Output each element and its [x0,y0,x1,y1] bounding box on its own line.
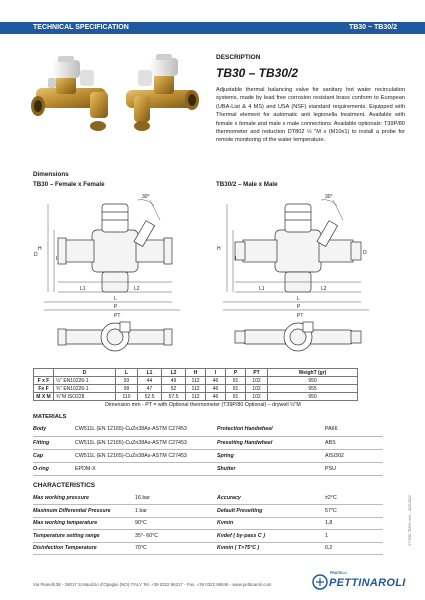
logo-brand-text: PETTINAROLI [329,577,406,589]
material-label: Presetting Handwheel [215,436,325,449]
material-label: O-ring [33,462,75,475]
characteristic-label: Disinfection Temperature [33,542,135,555]
characteristic-label: Accuracy [215,492,325,505]
dim-H: H [217,246,221,252]
table-cell: 46 [206,385,226,393]
dim-P: P [114,304,118,310]
table-row [34,385,358,393]
characteristic-value: 35°- 60°C [135,530,215,543]
product-title: TB30 – TB30/2 [216,66,299,80]
material-label: Spring [215,449,325,462]
table-cell: 91 [226,377,246,385]
table-cell: 52 [162,385,186,393]
technical-drawing-ff [30,190,210,362]
table-row [33,492,383,505]
header-cell: P [226,369,246,377]
characteristic-label: Kvmin ( T>75°C ) [215,542,325,555]
characteristic-value: 1 [325,530,383,543]
characteristics-heading: CHARACTERISTICS [33,482,96,489]
header-cell: H [186,369,206,377]
table-cell: ¾"M ISO228 [54,393,116,401]
table-row [33,517,383,530]
material-label: Body [33,423,75,436]
table-cell: 93 [116,377,138,385]
dimensions-subtitle-ff: TB30 – Female x Female [33,181,105,188]
material-value: EPDM-X [75,462,215,475]
characteristic-value: 1,8 [325,517,383,530]
material-label: Cap [33,449,75,462]
description-text: Adjustable thermal balancing valve for sanitary hot water recirculation systems, made by lead free corrosion resistant brass conform to European (UBA-List & 4 MS) and USA (NSF) standard requirements. Equipped with Thermal element for automatic anti legionella treatment. Available with female x female and male x male connections. Available optionals: T39P/80 thermometer and reduction DT802 ½ "M x (M10x1) to install a probe for remote monitoring of the water temperature. [216,87,405,144]
materials-heading: MATERIALS [33,414,67,420]
document-code: ST.TB30-TB30/2 rev.0 – 01/01/2022 [408,495,412,546]
dim-D: D [34,252,38,258]
technical-drawing-mm [213,190,393,362]
characteristic-value: 1 bar [135,505,215,518]
dim-P: P [297,304,301,310]
characteristic-value: ±2°C [325,492,383,505]
characteristic-value: 70°C [135,542,215,555]
dim-I: I [56,256,58,262]
header-cell: I [206,369,226,377]
table-cell: M X M [34,393,54,401]
characteristic-value: 90°C [135,517,215,530]
dim-L2: L2 [321,286,327,292]
dimensions-subtitle-mm: TB30/2 – Male x Male [216,181,278,188]
characteristic-label: Max working temperature [33,517,135,530]
material-value: AISI302 [325,449,383,462]
table-row [33,449,383,462]
table-cell: 91 [226,385,246,393]
table-cell: 110 [116,393,138,401]
table-cell: 950 [268,377,358,385]
characteristic-label: Kvmin [215,517,325,530]
logo-small-text: FRATELLI [330,571,347,575]
characteristic-label: Default Presetting [215,505,325,518]
header-right: TB30 ~ TB30/2 [348,24,397,31]
material-value: ABS [325,436,383,449]
dim-L1: L1 [259,286,265,292]
table-cell: 112 [186,393,206,401]
table-cell: 102 [246,377,268,385]
table-cell: F x F [34,377,54,385]
table-row [34,393,358,401]
characteristic-value: 57°C [325,505,383,518]
dim-PT: PT [114,313,121,319]
table-row [34,377,358,385]
material-value: PA66 [325,423,383,436]
table-row [33,462,383,475]
header-cell: L [116,369,138,377]
dimensions-note: Dimension mm - PT = with Optional thermometer (T39P/80 Optional) – drywell ½"M [105,402,301,408]
dim-I: I [235,256,237,262]
table-cell: 112 [186,385,206,393]
characteristic-label: Kvdef ( by-pass C ) [215,530,325,543]
table-cell: Fx F [34,385,54,393]
dim-H: H [38,246,42,252]
header-cell: L2 [162,369,186,377]
table-cell: ½" EN10226-1 [54,377,116,385]
valve-photo [28,48,208,140]
characteristic-value: 16 bar [135,492,215,505]
dim-D: D [363,250,367,256]
dimensions-table-header [34,369,358,377]
table-cell: 46 [206,393,226,401]
table-row [33,436,383,449]
footer-address: Via Pianelli,38 - 28017 S.Maurizio d'Opaglio (NO) ITALY Tel. +39 0322 96217 - Fax. +39 0322 96546 - www.pettinaroli.com [33,582,272,587]
table-cell: 91 [226,393,246,401]
dim-L2: L2 [134,286,140,292]
material-value: PSU [325,462,383,475]
materials-table [33,423,383,476]
characteristics-table [33,492,383,555]
table-cell: 49 [162,377,186,385]
dim-L1: L1 [80,286,86,292]
material-value: CW511L (EN 12165)-CuZn38As-ASTM C27453 [75,423,215,436]
angle-label: 30° [325,194,333,200]
table-row [33,505,383,518]
description-heading: DESCRIPTION [216,54,261,61]
table-cell: 44 [138,377,162,385]
table-cell: 955 [268,385,358,393]
material-value: CW511L (EN 12165)-CuZn38As-ASTM C27453 [75,436,215,449]
table-cell: 102 [246,393,268,401]
header-cell: L1 [138,369,162,377]
table-cell: 52.5 [138,393,162,401]
table-cell: 102 [246,385,268,393]
header-left: TECHNICAL SPECIFICATION [33,24,129,31]
header-cell: WeighT (gr) [268,369,358,377]
table-row [33,542,383,555]
header-cell [34,369,54,377]
dim-L: L [297,296,300,302]
table-cell: 112 [186,377,206,385]
material-value: CW511L (EN 12165)-CuZn38As-ASTM C27453 [75,449,215,462]
material-label: Shutter [215,462,325,475]
header-cell: PT [246,369,268,377]
table-cell: 57.5 [162,393,186,401]
angle-label: 30° [142,194,150,200]
characteristic-label: Maximum Differential Pressure [33,505,135,518]
dim-PT: PT [297,313,304,319]
characteristic-label: Max working pressure [33,492,135,505]
table-cell: 47 [138,385,162,393]
dim-L: L [114,296,117,302]
table-row [33,423,383,436]
table-row [33,530,383,543]
table-cell: 99 [116,385,138,393]
table-cell: 950 [268,393,358,401]
header-cell: D [54,369,116,377]
dimensions-heading: Dimensions [33,171,69,178]
header-bar [0,22,425,34]
characteristic-value: 0,2 [325,542,383,555]
characteristic-label: Temperature setting range [33,530,135,543]
table-cell: 46 [206,377,226,385]
material-label: Fitting [33,436,75,449]
dimensions-table [33,368,358,401]
table-cell: ¾" EN10226-1 [54,385,116,393]
material-label: Protection Handwheel [215,423,325,436]
